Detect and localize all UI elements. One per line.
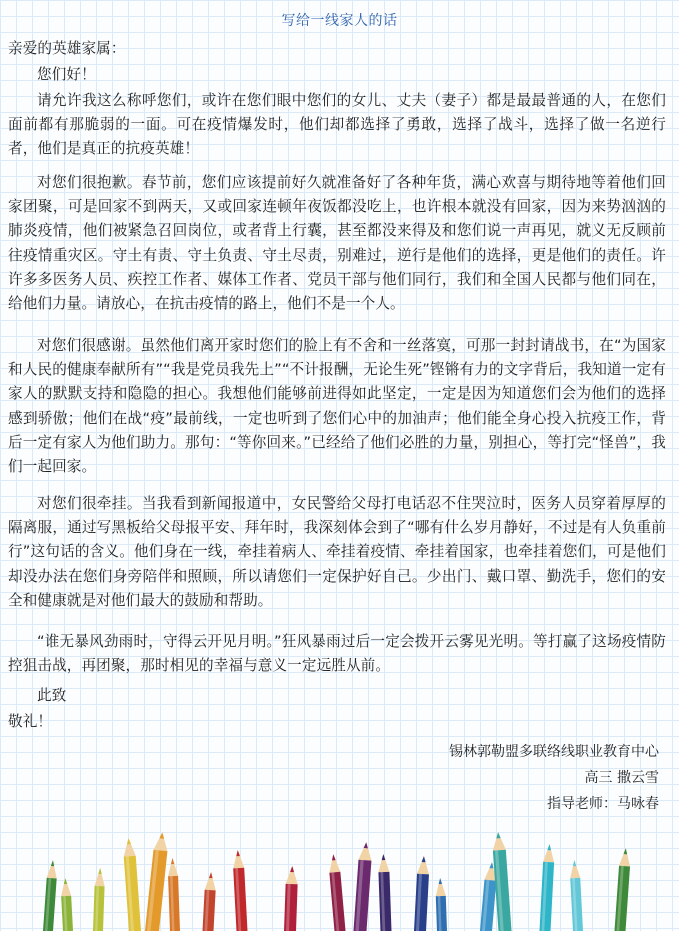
paragraph-1: 请允许我这么称呼您们，或许在您们眼中您们的女儿、丈夫（妻子）都是最最普通的人，在您们面前都有那脆弱的一面。可在疫情爆发时，他们却都选择了勇敢，选择了战斗，选择了做一名逆行者，他们是真正的抗疫英雄！ [8,92,666,158]
signature-teacher: 指导老师：马咏春 [547,796,659,812]
paragraph-3: 对您们很感谢。虽然他们离开家时您们的脸上有不舍和一丝落寞，可那一封封请战书，在“为国家和人民的健康奉献所有”“我是党员我先上”“不计报酬，无论生死”铿锵有力的文字背后，我知道一定有家人的默默支持和隐隐的担心。我想他们能够前进得如此坚定，一定是因为知道您们会为他们的选择感到骄傲；他们在战“疫”最前线，一定也听到了您们心中的加油声；他们能全身心投入抗疫工作，背后一定有家人为他们助力。那句：“等你回来。”已经给了他们必胜的力量，别担心，等打完“怪兽”，我们一起回家。 [8,337,666,476]
pencil-icon [60,878,73,931]
greeting-line: 您们好！ [37,66,96,83]
colored-pencils-decoration [0,820,679,931]
pencil-icon [232,850,248,931]
pencil-icon [614,848,631,931]
pencil-icon [144,832,169,931]
paragraph-2: 对您们很抱歉。春节前，您们应该提前好久就准备好了各种年货，满心欢喜与期待地等着他们回家团聚，可是回家不到两天，又或回家连顿年夜饭都没吃上，也许根本就没有回家，因为来势汹汹的肺炎疫情，他们被紧急召回岗位，或者背上行囊，甚至都没来得及和您们说一声再见，就义无反顾前往疫情重灾区。守土有责、守土负责、守土尽责，别难过，逆行是他们的选择，更是他们的责任。许许多多医务人员、疾控工作者、媒体工作者、党员干部与他们同行，我们和全国人民都与他们同在，给他们力量。请放心，在抗击疫情的路上，他们不是一个人。 [8,174,666,313]
pencil-icon [569,860,583,931]
pencil-icon [413,856,429,931]
salutation: 亲爱的英雄家属： [8,40,126,57]
pencil-icon [42,860,58,931]
pencil-icon [93,868,106,931]
pencil-icon [167,858,180,931]
pencil-icon [284,866,299,931]
pencil-icon [353,842,373,931]
pencil-icon [123,838,142,931]
paragraph-5: “谁无暴风劲雨时，守得云开见月明。”狂风暴雨过后一定会拨开云雾见光明。等打赢了这场疫情防控狙击战，再团聚，那时相见的幸福与意义一定远胜从前。 [8,633,666,675]
pencil-icon [328,854,347,931]
paragraph-4: 对您们很牵挂。当我看到新闻报道中，女民警给父母打电话忍不住哭泣时，医务人员穿着厚厚的隔离服，通过写黑板给父母报平安、拜年时，我深刻体会到了“哪有什么岁月静好，不过是有人负重前行”这句话的含义。他们身在一线，牵挂着病人、牵挂着疫情、牵挂着国家，也牵挂着您们，可是他们却没办法在您们身旁陪伴和照顾，所以请您们一定保护好自己。少出门、戴口罩、勤洗手，您们的安全和健康就是对他们最大的鼓励和帮助。 [8,495,666,609]
pencil-icon [435,878,447,931]
pencil-icon [539,844,555,931]
signature-organization: 锡林郭勒盟多联络线职业教育中心 [449,744,659,760]
pencil-icon [378,854,392,931]
closing-line-1: 此致 [37,687,67,704]
letter-title: 写给一线家人的话 [281,13,398,29]
pencil-icon [202,872,217,931]
closing-line-2: 敬礼！ [8,713,53,730]
signature-author: 高三 撒云雪 [584,770,659,786]
